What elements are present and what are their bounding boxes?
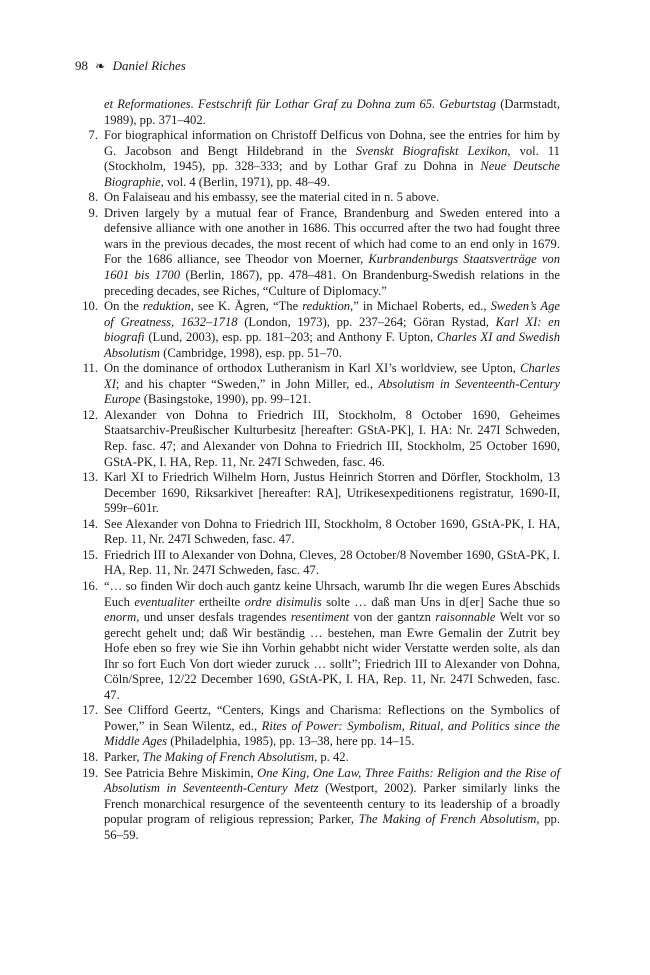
endnote-italic-text: Rites of Power: Symbolism, Ritual, and Politics since the Middle Ages xyxy=(104,718,560,749)
endnote-number: 17. xyxy=(82,703,98,718)
author-name: Daniel Riches xyxy=(112,58,186,73)
endnote-italic-text: Svenskt Biografiskt Lexikon xyxy=(355,143,508,158)
page-number: 98 xyxy=(75,58,88,73)
endnote-text: Parker, xyxy=(104,749,143,764)
endnote xyxy=(77,206,560,299)
endnote-text: On the dominance of orthodox Lutheranism in Karl XI’s worldview, see Upton, xyxy=(104,361,521,376)
endnote xyxy=(77,190,560,206)
endnote-italic-text: eventualiter xyxy=(134,594,195,609)
endnote-text: (Lund, 2003), esp. pp. 181–203; and Anthony F. Upton, xyxy=(144,330,437,345)
endnote-text: solte … daß man Uns in d[er] Sache thue so xyxy=(321,594,560,609)
endnote-text: “… so finden Wir doch auch gantz keine Uhrsach, warumb Ihr die wegen Eures Abschids Euch xyxy=(104,578,560,609)
endnote-number: 12. xyxy=(82,407,98,422)
running-head xyxy=(75,58,186,74)
endnote-italic-text: One King, One Law, Three Faiths: Religion and the Rise of Absolutism in Seventeenth-Century Metz xyxy=(104,765,560,796)
endnote-text: ,” in Michael Roberts, ed., xyxy=(350,299,491,314)
endnote-italic-text: Kurbrandenburgs Staatsverträge von 1601 bis 1700 xyxy=(104,252,560,283)
endnote-italic-text: The Making of French Absolutism xyxy=(142,749,315,764)
endnote-text: (Philadelphia, 1985), pp. 13–38, here pp. 14–15. xyxy=(167,734,415,749)
endnote xyxy=(77,548,560,579)
endnote-number: 8. xyxy=(88,190,98,205)
endnote-number: 10. xyxy=(82,299,98,314)
endnote-italic-text: et Reformationes. Festschrift für Lothar Graf zu Dohna zum 65. Geburtstag xyxy=(104,97,497,111)
endnote-number: 14. xyxy=(82,516,98,531)
endnote-text: , p. 42. xyxy=(314,749,349,764)
endnote-italic-text: Charles XI xyxy=(104,361,560,391)
endnotes-list xyxy=(77,97,560,843)
endnote xyxy=(77,517,560,548)
endnote-text: Driven largely by a mutual fear of France, Brandenburg and Sweden entered into a defensive alliance with one another in 1686. This occurred after the two had fought three wars in the previous decades, the most recent of which had come to an end only in 1679. For the 1686 alliance, see Theodor von Moerner, xyxy=(104,205,560,267)
endnote xyxy=(77,703,560,750)
endnote-italic-text: The Making of French Absolutism xyxy=(358,812,537,827)
endnote-number: 18. xyxy=(82,749,98,764)
endnote xyxy=(77,361,560,408)
endnote-text: On Falaiseau and his embassy, see the material cited in n. 5 above. xyxy=(104,190,440,205)
endnote-text: Karl XI to Friedrich Wilhelm Horn, Justus Heinrich Storren and Dörfler, Stockholm, 13 December 1690, Riksarkivet [hereafter: RA], Utrikesexpeditionens registratur, 1690-II, 599r–601r. xyxy=(104,470,560,516)
endnote-italic-text: Neue Deutsche Biographie xyxy=(104,159,560,189)
ornament-icon: ❧ xyxy=(95,59,106,73)
endnote-italic-text: ordre disimulis xyxy=(244,594,322,609)
endnote xyxy=(77,750,560,766)
endnote-text: (London, 1973), pp. 237–264; Göran Rystad, xyxy=(237,314,496,329)
endnote-italic-text: Charles XI and Swedish Absolutism xyxy=(104,330,561,360)
endnote-text: ertheilte xyxy=(194,594,245,609)
endnote-text: Friedrich III to Alexander von Dohna, Cleves, 28 October/8 November 1690, GStA-PK, I. HA, Rep. 11, Nr. 247I Schweden, fasc. 47. xyxy=(104,547,560,578)
endnote-number: 13. xyxy=(82,470,98,485)
endnote-number: 11. xyxy=(82,361,98,376)
endnote-text: , pp. 56–59. xyxy=(104,812,560,842)
endnote xyxy=(77,97,560,128)
endnote-text: (Cambridge, 1998), esp. pp. 51–70. xyxy=(159,345,342,360)
endnote-text: (Basingstoke, 1990), pp. 99–121. xyxy=(140,392,312,407)
endnote-italic-text: Sweden’s Age of Greatness, 1632–1718 xyxy=(104,299,560,329)
endnote-number: 19. xyxy=(82,765,98,780)
endnote-italic-text: Absolutism in Seventeenth-Century Europe xyxy=(104,376,560,407)
endnote-text: , und unser desfals tragendes xyxy=(136,610,291,625)
endnote-text: See Patricia Behre Miskimin, xyxy=(104,765,258,780)
endnote-text: Alexander von Dohna to Friedrich III, Stockholm, 8 October 1690, Geheimes Staatsarchiv-Preußischer Kulturbesitz [hereafter: GStA-PK], I. HA: Nr. 247I Schweden, Rep. fasc. 47; and Alexander von Dohna to Friedrich III, Stockholm, 25 October 1690, GStA-PK, I. HA, Rep. 11, Nr. 247I Schweden, fasc. 46. xyxy=(104,407,560,469)
endnote-text: For biographical information on Christoff Delficus von Dohna, see the entries for him by G. Jacobson and Bengt Hildebrand in the xyxy=(104,128,560,158)
endnote-text: (Berlin, 1867), pp. 478–481. On Brandenburg-Swedish relations in the preceding decades, see Riches, “Culture of Diplomacy.” xyxy=(104,268,560,298)
endnote-italic-text: raisonnable xyxy=(435,610,496,625)
endnote-text: (Darmstadt, 1989), pp. 371–402. xyxy=(104,97,561,127)
endnote-text: (Westport, 2002). Parker similarly links the French monarchical resurgence of the seventeenth century to its leadership of a broadly popular program of religious repression; Parker, xyxy=(104,781,560,827)
endnote-italic-text: enorm xyxy=(104,610,137,625)
endnote xyxy=(77,470,560,517)
endnote-number: 7. xyxy=(88,128,98,143)
endnote-number: 9. xyxy=(88,205,98,220)
endnote-italic-text: resentiment xyxy=(290,610,350,625)
endnote-number: 15. xyxy=(82,547,98,562)
endnote-text: , vol. 4 (Berlin, 1971), pp. 48–49. xyxy=(160,174,330,189)
endnote-text: Welt vor so gerecht gehelt und; daß Wir beständig … bestehen, man Ewre Gemalin der Zutrit bey Hofe eben so frey wie Sie ihn Vorhin gehabbt nicht wider Verstatte werden solte, als dan Ihr so fort Euch Von dort wieder zuruck … sollt”; Friedrich III to Alexander von Dohna, Cöln/Spree, 12/22 December 1690, GStA-PK, I. HA, Rep. 11, Nr. 247I Schweden, fasc. 47. xyxy=(104,610,560,702)
endnote-italic-text: reduktion xyxy=(142,299,191,314)
endnote xyxy=(77,579,560,703)
endnote-text: , see K. Ågren, “The xyxy=(190,299,303,314)
endnote-text: , vol. 11 (Stockholm, 1945), pp. 328–333; and by Lothar Graf zu Dohna in xyxy=(104,143,560,174)
endnote-italic-text: Karl XI: en biografi xyxy=(104,314,561,345)
endnote xyxy=(77,128,560,190)
endnote-italic-text: reduktion xyxy=(302,299,351,314)
endnote xyxy=(77,766,560,844)
endnote-text: See Alexander von Dohna to Friedrich III, Stockholm, 8 October 1690, GStA-PK, I. HA, Rep. 11, Nr. 247I Schweden, fasc. 47. xyxy=(104,516,560,547)
endnote-text: See Clifford Geertz, “Centers, Kings and Charisma: Reflections on the Symbolics of Power,” in Sean Wilentz, ed., xyxy=(104,703,560,733)
endnote-text: ; and his chapter “Sweden,” in John Miller, ed., xyxy=(115,376,379,391)
endnote xyxy=(77,299,560,361)
endnote-text: On the xyxy=(104,299,143,314)
endnote-number: 16. xyxy=(82,578,98,593)
endnote-text: von der gantzn xyxy=(349,610,436,625)
endnote xyxy=(77,408,560,470)
